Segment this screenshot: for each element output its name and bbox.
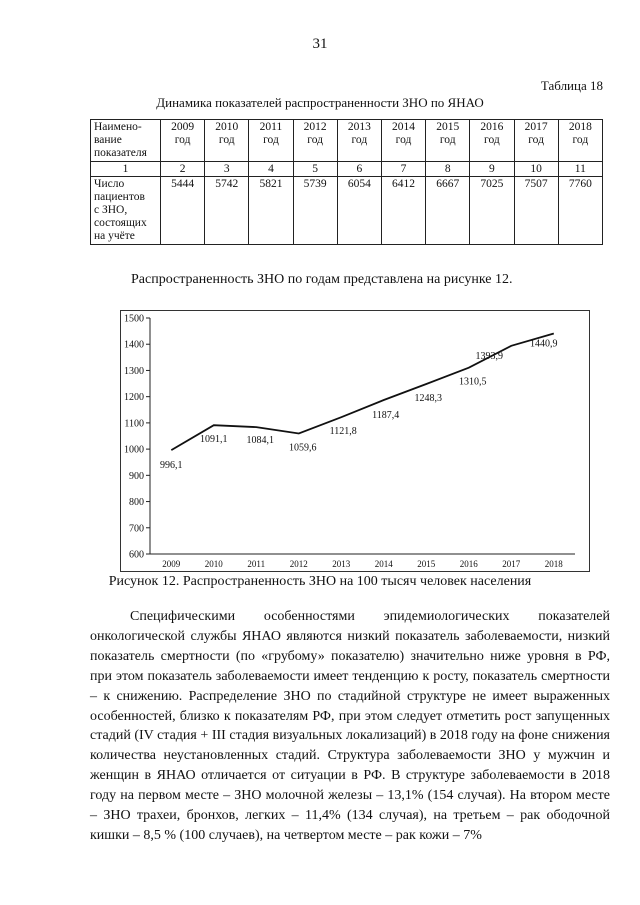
table-cell: 6054 bbox=[337, 177, 381, 245]
data-label: 1187,4 bbox=[372, 409, 400, 421]
data-label: 1248,3 bbox=[414, 393, 442, 405]
x-tick-label: 2011 bbox=[247, 559, 266, 569]
table-cell: 7507 bbox=[514, 177, 558, 245]
x-tick-label: 2016 bbox=[459, 559, 478, 569]
data-label: 1084,1 bbox=[246, 435, 274, 447]
data-label: 1393,9 bbox=[475, 350, 503, 362]
y-tick-label: 700 bbox=[129, 523, 144, 535]
table-header-cell: 2011 год bbox=[249, 120, 293, 162]
x-tick-label: 2015 bbox=[417, 559, 436, 569]
table-header-cell: 2018 год bbox=[558, 120, 602, 162]
table-header-cell: 2012 год bbox=[293, 120, 337, 162]
table-cell: 5821 bbox=[249, 177, 293, 245]
table-header-cell: 2014 год bbox=[381, 120, 425, 162]
table-column-number: 6 bbox=[337, 162, 381, 177]
table-cell: 5444 bbox=[161, 177, 205, 245]
data-label: 1059,6 bbox=[289, 442, 317, 454]
prevalence-line-chart bbox=[120, 310, 590, 572]
data-label: 1121,8 bbox=[329, 426, 357, 438]
table-header-cell: 2015 год bbox=[426, 120, 470, 162]
data-label: 1310,5 bbox=[459, 376, 487, 388]
table-column-number: 7 bbox=[381, 162, 425, 177]
x-tick-label: 2010 bbox=[204, 559, 223, 569]
table-column-number: 4 bbox=[249, 162, 293, 177]
y-tick-label: 900 bbox=[129, 470, 144, 482]
y-tick-label: 1300 bbox=[124, 365, 144, 377]
figure-caption: Рисунок 12. Распространенность ЗНО на 100 тысяч человек населения bbox=[108, 574, 532, 589]
table-column-number: 2 bbox=[161, 162, 205, 177]
y-tick-label: 1500 bbox=[124, 313, 144, 325]
table-row-label: Число пациентов с ЗНО, состоящих на учёте bbox=[91, 177, 161, 245]
y-tick-label: 1100 bbox=[124, 418, 144, 430]
prevalence-table bbox=[90, 119, 603, 245]
table-cell: 5739 bbox=[293, 177, 337, 245]
table-header-cell: 2017 год bbox=[514, 120, 558, 162]
table-row bbox=[91, 177, 603, 245]
x-tick-label: 2017 bbox=[502, 559, 521, 569]
y-tick-label: 800 bbox=[129, 497, 144, 509]
table-header-cell: 2009 год bbox=[161, 120, 205, 162]
data-label: 996,1 bbox=[160, 460, 183, 472]
y-tick-label: 1000 bbox=[124, 444, 144, 456]
x-tick-label: 2013 bbox=[332, 559, 351, 569]
table-cell: 6412 bbox=[381, 177, 425, 245]
data-label: 1091,1 bbox=[200, 434, 228, 446]
body-paragraph: Специфическими особенностями эпидемиологических показателей онкологической службы ЯНАО являются низкий показатель заболеваемости, низкий показатель смертности (по «грубому» показателю) значительно ниже уровня в РФ, при этом показатель заболеваемости имеет тенденцию к росту, показатель смертности – к снижению. Распределение ЗНО по стадийной структуре не имеет выраженных особенностей, близко к показателям РФ, при этом следует отметить рост запущенных стадий (IV стадия + III стадия визуальных локализаций) в 2018 году на фоне снижения количества неустановленных стадий. Структура заболеваемости ЗНО у мужчин и женщин в ЯНАО отличается от ситуации в РФ. В структуре заболеваемости в 2018 году на первом месте – ЗНО молочной железы – 13,1% (154 случая). На втором месте – ЗНО трахеи, бронхов, легких – 11,4% (134 случая), на третьем – рак ободочной кишки – 8,5 % (100 случаев), на четвертом месте – рак кожи – 7% bbox=[90, 609, 610, 843]
table-label: Таблица 18 bbox=[540, 78, 603, 93]
intro-sentence: Распространенность ЗНО по годам представлена на рисунке 12. bbox=[131, 272, 513, 287]
table-column-number: 11 bbox=[558, 162, 602, 177]
chart-frame bbox=[121, 311, 590, 572]
table-column-number: 5 bbox=[293, 162, 337, 177]
y-tick-label: 1200 bbox=[124, 392, 144, 404]
y-tick-label: 600 bbox=[129, 549, 144, 561]
table-column-number: 8 bbox=[426, 162, 470, 177]
table-column-number: 9 bbox=[470, 162, 514, 177]
table-header-cell: 2010 год bbox=[205, 120, 249, 162]
table-cell: 7025 bbox=[470, 177, 514, 245]
x-tick-label: 2012 bbox=[289, 559, 308, 569]
data-label: 1440,9 bbox=[530, 338, 558, 350]
table-header-cell: 2016 год bbox=[470, 120, 514, 162]
x-tick-label: 2018 bbox=[544, 559, 563, 569]
table-cell: 6667 bbox=[426, 177, 470, 245]
y-tick-label: 1400 bbox=[124, 339, 144, 351]
table-cell: 5742 bbox=[205, 177, 249, 245]
table-cell: 7760 bbox=[558, 177, 602, 245]
table-title: Динамика показателей распространенности ЗНО по ЯНАО bbox=[156, 95, 484, 110]
table-column-number-row bbox=[91, 162, 603, 177]
x-tick-label: 2009 bbox=[162, 559, 181, 569]
table-column-number: 1 bbox=[91, 162, 161, 177]
table-column-number: 10 bbox=[514, 162, 558, 177]
table-header-cell: 2013 год bbox=[337, 120, 381, 162]
table-header-row bbox=[91, 120, 603, 162]
table-column-number: 3 bbox=[205, 162, 249, 177]
page-number: 31 bbox=[312, 36, 328, 52]
x-tick-label: 2014 bbox=[374, 559, 393, 569]
table-header-cell: Наимено- вание показателя bbox=[91, 120, 161, 162]
